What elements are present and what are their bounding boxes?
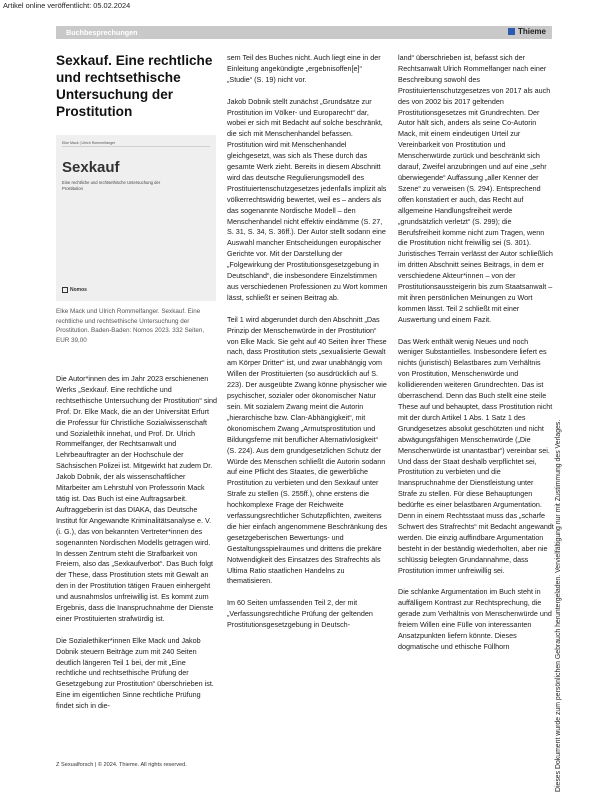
publication-note: Artikel online veröffentlicht: 05.02.2024: [3, 1, 131, 10]
nomos-logo-icon: [62, 287, 68, 293]
paragraph: Die schlanke Argumentation im Buch steht in auffälligem Kontrast zur Rechtsprechung, die gerade zum Verhältnis von Menschenwürde und freiem Willen eine Fülle von interessanten Ansatzpunkten liefern könnte. Dieses dogmatische und ethische Füllhorn: [398, 587, 552, 651]
text-column-2: [227, 53, 389, 642]
cover-divider: [62, 146, 210, 147]
paragraph: Das Werk enthält wenig Neues und noch weniger Substantielles. Insbesondere liefert es nichts (juristisch) Belastbares zum Verhältnis von Prostitution, Menschenwürde und kollidierenden weiteren Grundrechten. Das ist überraschend. Denn das Buch stellt eine steile These auf und behauptet, dass Prostitution nicht mit der durch Artikel 1 Abs. 1 Satz 1 des Grundgesetzes absolut geschützten und nicht abwägungsfähigen Menschenwürde („Die Menschenwürde ist unantastbar“) vereinbar sei. Und dass der Staat deshalb verpflichtet sei, Prostitution zu verbieten und die Inanspruchnahme der Dienstleistung unter Strafe zu stellen. Für diese Behauptungen bedürfte es einer belastbaren Argumentation. Denn in einem Rechtsstaat muss das „scharfe Schwert des Strafrechts“ mit Bedacht angewandt werden. Die einzig auffindbare Argumentation besteht in der beständig wiederholten, aber nie schlüssig belegten Grundannahme, dass Prostitution immer unfreiwillig sei.: [398, 336, 554, 575]
section-label: Buchbesprechungen: [66, 27, 138, 37]
thieme-logo-icon: [508, 28, 515, 35]
paragraph: Die Autor*innen des im Jahr 2023 erschienenen Werks „Sexkauf. Eine rechtliche und rechtsethische Untersuchung der Prostitution“ sind Prof. Dr. Elke Mack, die an der Universität Erfurt die Professur für Christliche Sozialwissenschaft und Sozialethik innehat, und Prof. Dr. Ulrich Rommelfanger, der Rechtsanwalt und Lehrbeauftragter an der Hochschule der Sächsischen Polizei ist. Mitgewirkt hat zudem Dr. Jakob Dobnik, der als wissenschaftlicher Mitarbeiter am Lehrstuhl von Professorin Mack tätig ist. Das Buch ist eine Auftragsarbeit. Auftraggeberin ist das DIAKA, das Deutsche Institut für Angewandte Kriminalitätsanalyse e. V. (i. G.), das von bekannten Vertreter*innen des sogenannten Nordischen Modells getragen wird. In dessen Zentrum steht die Strafbarkeit von Freiern, also das „Sexkaufverbot“. Das Buch folgt der These, dass Prostitution stets mit Gewalt an den in der Prostitution tätigen Frauen einhergeht und ausnahmslos unfreiwillig ist. Es kommt zum Ergebnis, dass die Inanspruchnahme der Dienste einer Prostituierten strafwürdig ist.: [56, 374, 218, 623]
text-column-1: [56, 374, 218, 723]
cover-subtitle: Eine rechtliche und rechtsethische Untersuchung der Prostitution: [62, 180, 161, 191]
paragraph: Jakob Dobnik stellt zunächst „Grundsätze zur Prostitution im Völker- und Europarecht“ dar, wobei er sich mit Bedacht auf solche beschränkt, die sich mit Menschenhandel befassen. Prostitution wird mit Menschenhandel gleichgesetzt, was sich als These durch das gesamte Werk zieht. Bereits in diesem Abschnitt wird das deutsche Regulierungsmodell des Prostituiertenschutzgesetzes jedenfalls implizit als völkerrechtswidrig bewertet, weil es – anders als das sogenannte Nordische Modell – den Menschenhandel nicht effektiv eindämme (S. 27, S. 31, S. 34, S. 36ff.). Der Autor stellt sodann eine Auswahl mancher Entscheidungen europäischer Gerichte vor. Mit der Darstellung der „Folgewirkung der Prostitutionsgesetzgebung in Deutschland“, die insbesondere Einzelstimmen aus verschiedenen Professionen zu Wort kommen lässt, schließt er seinen Beitrag ab.: [227, 96, 388, 302]
cover-publisher: [62, 287, 87, 293]
cover-authors: Elke Mack | Ulrich Rommelfanger: [62, 141, 116, 145]
section-header-bar: [56, 26, 552, 39]
paragraph: Die Sozialethiker*innen Elke Mack und Jakob Dobnik steuern Beiträge zum mit 240 Seiten deutlich längeren Teil 1 bei, der mit „Eine rechtliche und rechtsethische Prüfung der Gesetzgebung zur Prostitution“ überschrieben ist. Eine im eigentlichen Sinne rechtliche Prüfung findet sich in die-: [56, 635, 214, 711]
cover-title: Sexkauf: [62, 159, 120, 176]
page-footer: Z Sexualforsch | © 2024. Thieme. All rights reserved.: [56, 762, 187, 768]
cover-publisher-name: Nomos: [70, 287, 87, 293]
text-column-3: [398, 53, 554, 664]
paragraph: Im 60 Seiten umfassenden Teil 2, der mit „Verfassungsrechtliche Prüfung der geltenden Prostitutionsgesetzgebung in Deutsch-: [227, 598, 373, 630]
paragraph: sem Teil des Buches nicht. Auch liegt eine in der Einleitung angekündigte „ergebnisoffen[e]“ „Studie“ (S. 19) nicht vor.: [227, 53, 381, 84]
book-caption: Elke Mack und Ulrich Rommelfanger. Sexkauf. Eine rechtliche und rechtsethische Untersuchung der Prostitution. Baden-Baden: Nomos 2023. 332 Seiten, EUR 39,00: [56, 308, 205, 344]
book-cover-image: [56, 135, 216, 301]
article-title: Sexkauf. Eine rechtliche und rechtsethische Untersuchung der Prostitution: [56, 53, 213, 119]
logo-text: Thieme: [517, 27, 546, 36]
copyright-side-note: Dieses Dokument wurde zum persönlichen Gebrauch heruntergeladen. Vervielfältigung nur mit Zustimmung des Verlages.: [555, 419, 562, 792]
paragraph: land“ überschrieben ist, befasst sich der Rechtsanwalt Ulrich Rommelfanger nach einer Beschreibung sowohl des Prostituiertenschutzgesetzes von 2017 als auch des von 2002 bis 2017 geltenden Prostitutionsgesetzes mit Grundrechten. Der Autor hält sich, anders als seine Co-Autorin Mack, mit einem eindeutigen Urteil zur Vereinbarkeit von Prostitution und Menschenwürde zurück und beschränkt sich darauf, Zweifel anzubringen und auf eine „sehr überwiegende“ Auffassung „aller Kenner der Szene“ zu verweisen (S. 294). Entsprechend offen konstatiert er auch, das Recht auf allgemeine Handlungsfreiheit werde „grundsätzlich verletzt“ (S. 299); die Berufsfreiheit komme nicht zum Tragen, wenn die Prostitution nicht freiwillig sei (S. 301). Juristisches Terrain verlässt der Autor schließlich im dritten Abschnitt seines Beitrags, in dem er verschiedene Akteur*innen – von der Prostitutionsaussteigerin bis zum Staatsanwalt – mit ihren persönlichen Meinungen zu Wort kommen lässt. Teil 2 schließt mit einer Auswertung und einem Fazit.: [398, 53, 553, 324]
paragraph: Teil 1 wird abgerundet durch den Abschnitt „Das Prinzip der Menschenwürde in der Prostitution“ von Elke Mack. Sie geht auf 40 Seiten ihrer These nach, dass Prostitution stets „sexualisierte Gewalt am Körper Dritter“ ist, und zwar unabhängig vom Willen der Prostituierten (so ausdrücklich auf S. 223). Der ausgeübte Zwang könne physischer wie psychischer, sozialer oder ökonomischer Natur sein. Mit sozialem Zwang meint die Autorin „hierarchische bzw. Clan-Abhängigkeit“, mit ökonomischem Zwang „Armutsprostitution und Bildungsferne mit beruflicher Alternativlosigkeit“ (S. 224). Aus dem grundgesetzlichen Schutz der Würde des Menschen schließt die Autorin sodann auf eine Pflicht des Staates, die gewerbliche Prostitution zu verbieten und den Sexkauf unter Strafe zu stellen (S. 255ff.), ohne erstens die hochkomplexe Frage der Reichweite verfassungsrechtlicher Schutzpflichten, zweitens die hier einfach angenommene Beschränkung des gesetzgeberischen Bewertungs- und Gestaltungsspielraumes und drittens die prekäre Notwendigkeit des Einsatzes des Strafrechts als Ultima Ratio staatlichen Handelns zu thematisieren.: [227, 314, 388, 586]
publisher-logo: [508, 27, 546, 36]
